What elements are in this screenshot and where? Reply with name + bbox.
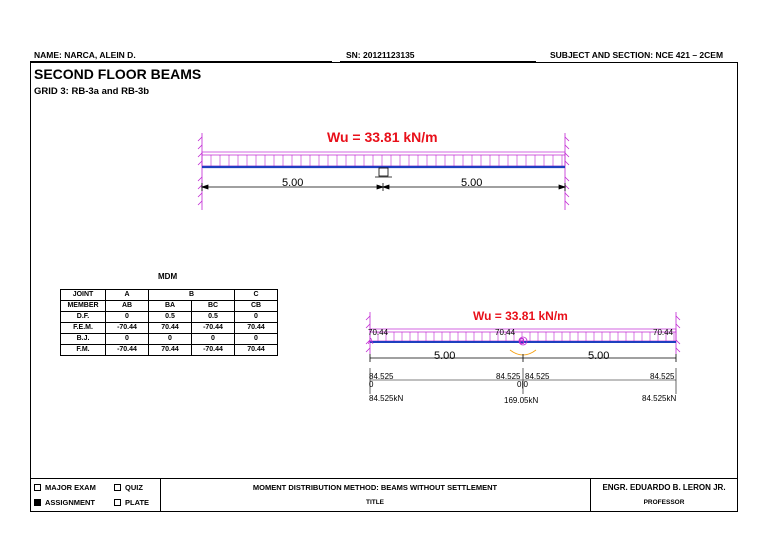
- table-cell: 0: [106, 334, 149, 345]
- reaction-c: 84.525kN: [642, 394, 677, 403]
- beam-2-load-label: Wu = 33.81 kN/m: [473, 309, 568, 323]
- table-cell: AB: [106, 301, 149, 312]
- table-cell: 70.44: [149, 345, 192, 356]
- beam-2-span-bc: 5.00: [588, 350, 610, 362]
- table-cell: 70.44: [235, 345, 278, 356]
- table-row: [61, 345, 278, 356]
- table-cell: A: [106, 290, 149, 301]
- table-cell: 70.44: [235, 323, 278, 334]
- table-cell: -70.44: [106, 345, 149, 356]
- table-row: [61, 290, 278, 301]
- table-row: [61, 334, 278, 345]
- right-wall-hatch: [676, 312, 680, 354]
- table-cell: F.E.M.: [61, 323, 106, 334]
- table-cell: 0.5: [192, 312, 235, 323]
- table-cell: 0.5: [149, 312, 192, 323]
- table-cell: B.J.: [61, 334, 106, 345]
- table-cell: 0: [106, 312, 149, 323]
- table-row: [61, 323, 278, 334]
- major-exam-label: MAJOR EXAM: [45, 483, 96, 492]
- shear-b-zero: 0|0: [517, 380, 528, 389]
- shear-a-zero: 0: [369, 380, 374, 389]
- shear-b-left: 84.525: [496, 372, 521, 381]
- shear-a: 84.525: [369, 372, 394, 381]
- method-title: MOMENT DISTRIBUTION METHOD: BEAMS WITHOUT SETTLEMENT: [252, 483, 498, 492]
- assignment-checkbox[interactable]: [34, 499, 41, 506]
- plate-option[interactable]: [114, 498, 149, 507]
- table-cell: 0: [235, 312, 278, 323]
- professor-caption: PROFESSOR: [643, 499, 685, 506]
- table-cell: -70.44: [106, 323, 149, 334]
- beam-2-span-ab: 5.00: [434, 350, 456, 362]
- quiz-option[interactable]: [114, 483, 143, 492]
- load-ticks: [211, 155, 562, 166]
- table-cell: C: [235, 290, 278, 301]
- student-name: NAME: NARCA, ALEIN D.: [34, 50, 136, 60]
- beam-1-span-bc: 5.00: [461, 177, 483, 189]
- dimension-line: [202, 183, 565, 191]
- table-row: [61, 301, 278, 312]
- plate-checkbox[interactable]: [114, 499, 121, 506]
- subject-section: SUBJECT AND SECTION: NCE 421 – 2CEM: [550, 50, 724, 60]
- moment-b-label: 70.44: [495, 328, 516, 337]
- plate-label: PLATE: [125, 498, 150, 507]
- table-cell: CB: [235, 301, 278, 312]
- middle-support: [375, 168, 392, 177]
- table-cell: -70.44: [192, 345, 235, 356]
- moment-a-label: 70.44: [368, 328, 389, 337]
- mdm-table: [60, 289, 278, 356]
- assignment-label: ASSIGNMENT: [45, 498, 96, 507]
- table-cell: 70.44: [149, 323, 192, 334]
- table-cell: D.F.: [61, 312, 106, 323]
- beam-2-diagram: [360, 310, 690, 410]
- page-title: SECOND FLOOR BEAMS: [34, 66, 202, 82]
- reaction-b: 169.05kN: [504, 396, 539, 405]
- table-cell: F.M.: [61, 345, 106, 356]
- mdm-title: MDM: [158, 272, 178, 281]
- table-cell: MEMBER: [61, 301, 106, 312]
- right-wall-hatch: [565, 133, 569, 210]
- title-caption: TITLE: [365, 499, 385, 506]
- table-cell: BA: [149, 301, 192, 312]
- title-block: [30, 478, 738, 512]
- beam-1-span-ab: 5.00: [282, 177, 304, 189]
- load-ticks: [378, 332, 674, 341]
- joint-b-label: B: [519, 337, 525, 346]
- table-cell: JOINT: [61, 290, 106, 301]
- major-exam-checkbox[interactable]: [34, 484, 41, 491]
- joint-a-label: A: [368, 337, 374, 346]
- reaction-a: 84.525kN: [369, 394, 404, 403]
- moment-c-label: 70.44: [653, 328, 674, 337]
- title-block-top-border: [30, 478, 738, 479]
- professor-name: ENGR. EDUARDO B. LERON JR.: [602, 483, 726, 492]
- beam-1-load-label: Wu = 33.81 kN/m: [327, 129, 438, 145]
- shear-c: 84.525: [650, 372, 675, 381]
- page-subtitle: GRID 3: RB-3a and RB-3b: [34, 86, 150, 97]
- quiz-label: QUIZ: [125, 483, 143, 492]
- shear-b-right: 84.525: [525, 372, 550, 381]
- distributed-load: [202, 152, 565, 166]
- table-cell: B: [149, 290, 235, 301]
- major-exam-option[interactable]: [34, 483, 96, 492]
- assignment-option[interactable]: [34, 498, 95, 507]
- table-cell: BC: [192, 301, 235, 312]
- table-cell: -70.44: [192, 323, 235, 334]
- table-cell: 0: [192, 334, 235, 345]
- table-cell: 0: [235, 334, 278, 345]
- student-number: SN: 20121123135: [346, 50, 415, 60]
- quiz-checkbox[interactable]: [114, 484, 121, 491]
- table-cell: 0: [149, 334, 192, 345]
- left-wall-hatch: [198, 133, 202, 210]
- table-row: [61, 312, 278, 323]
- dimension-line: [370, 354, 676, 362]
